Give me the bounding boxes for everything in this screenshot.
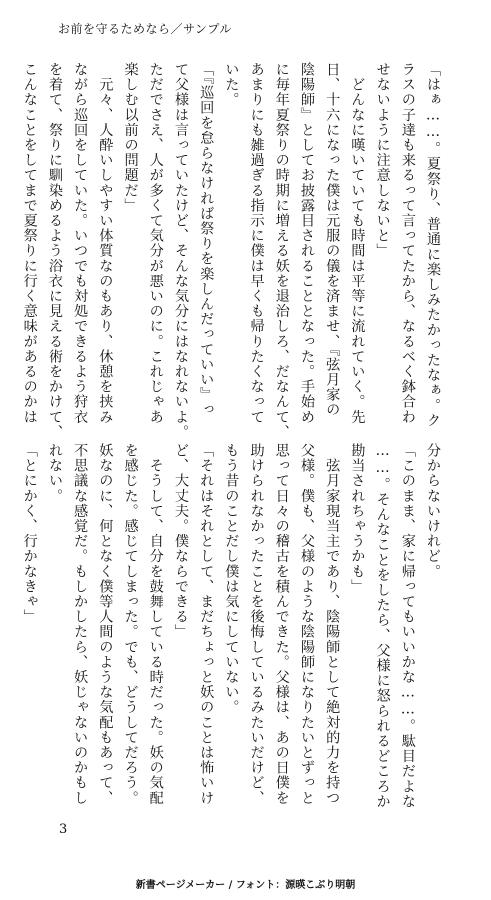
text-line: 「とにかく、行かなきゃ」 xyxy=(21,443,38,625)
footer-credit: 新書ページメーカー / フォント：源暎こぶり明朝 xyxy=(135,880,356,891)
text-line: 思って日々の稽古を積んできた。父様は、あの日僕を xyxy=(273,443,290,806)
text-block-lower xyxy=(21,443,445,813)
text-line: こんなことをしてまで夏祭りに行く意味があるのかは xyxy=(21,62,38,425)
text-line: あまりにも雑過ぎる指示に僕は早くも帰りたくなって xyxy=(248,62,265,425)
text-line: ただでさえ、人が多くて気分が悪いのに。これじゃあ xyxy=(147,62,164,425)
text-line: を感じた。感じてしまった。でも、どうしてだろう。 xyxy=(122,443,139,806)
page-number: 3 xyxy=(59,822,68,837)
text-line: に毎年夏祭りの時期に増える妖を退治しろ、だなんて、 xyxy=(273,62,290,440)
text-line: 元々、人酔いしやすい体質なのもあり、休憩を挟み xyxy=(97,62,114,425)
text-line: ラスの子達も来るって言ってたから、なるべく鉢合わ xyxy=(399,62,416,425)
text-line: どんなに嘆いていても時間は平等に流れていく。先 xyxy=(349,62,366,425)
text-line: を着て、祭りに馴染めるよう浴衣に見える術をかけて、 xyxy=(46,62,63,440)
text-block-upper xyxy=(21,62,445,440)
text-line: いた。 xyxy=(223,62,240,108)
text-line: ……。そんなことをしたら、父様に怒られるどころか xyxy=(374,443,391,809)
text-line: 助けられなかったことを後悔しているみたいだけど、 xyxy=(248,443,265,806)
text-line: 「『巡回を怠らなければ祭りを楽しんだっていい』っ xyxy=(198,62,215,418)
text-line: そうして、自分を鼓舞している時だった。妖の気配 xyxy=(147,443,164,806)
text-line: ど、大丈夫。僕ならできる」 xyxy=(172,443,189,640)
text-line: 陰陽師』としてお披露目されることとなった。手始め xyxy=(298,62,315,425)
text-line: もう昔のことだし僕は気にしていない。 xyxy=(223,443,240,715)
text-line: ながら巡回をしていた。いつでも対処できるよう狩衣 xyxy=(72,62,89,425)
text-line: て父様は言っていたけど、そんな気分にはなれないよ。 xyxy=(172,62,189,440)
text-line: 父様。僕も、父様のような陰陽師になりたいとずっと xyxy=(298,443,315,806)
text-line: 日、十六になった僕は元服の儀を済ませ、『弦月家の xyxy=(324,62,341,418)
page-header-title: お前を守るためなら／サンプル xyxy=(58,22,232,36)
text-line: せないように注意しないと」 xyxy=(374,62,391,259)
text-line: 分からないけれど。 xyxy=(425,443,441,579)
text-line: 勘当されちゃうかも」 xyxy=(349,443,366,594)
text-line: 妖なのに、何となく僕等人間のような気配もあって、 xyxy=(97,443,114,806)
text-line: 弦月家現当主であり、陰陽師として絶対的力を持つ xyxy=(324,443,341,806)
text-line: 「はぁ……。夏祭り、普通に楽しみたかったなぁ。ク xyxy=(425,62,441,428)
text-line: 楽しむ以前の問題だ」 xyxy=(122,62,139,213)
text-line: 不思議な感覚だ。もしかしたら、妖じゃないのかもし xyxy=(72,443,89,806)
text-line: 「それはそれとして、まだちょっと妖のことは怖いけ xyxy=(198,443,215,806)
text-line: 「このまま、家に帰ってもいいかな……。駄目だよな xyxy=(399,443,416,809)
text-line: れない。 xyxy=(46,443,63,504)
